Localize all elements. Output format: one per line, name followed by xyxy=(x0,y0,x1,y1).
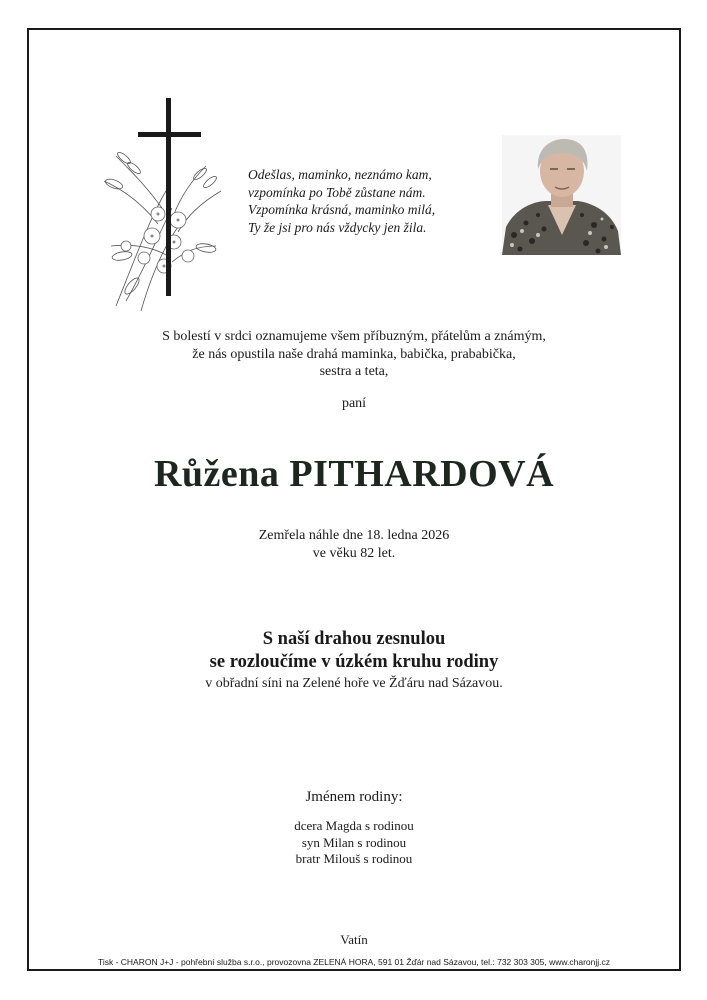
death-date-line: Zemřela náhle dne 18. ledna 2026 xyxy=(258,528,450,543)
poem-line: Odešlas, maminko, neznámo kam, xyxy=(248,167,432,182)
family-member: bratr Milouš s rodinou xyxy=(295,851,413,866)
memorial-poem xyxy=(248,166,498,236)
poem-line: Ty že jsi pro nás vždycky jen žila. xyxy=(248,219,427,235)
printer-footer: Tisk - CHARON J+J - pohřební služba s.r.o., provozovna ZELENÁ HORA, 591 01 Žďár nad Sázavou, tel.: 732 303 305, www.charonjj.cz xyxy=(97,957,611,967)
family-list xyxy=(27,818,681,868)
family-title: Jménem rodiny: xyxy=(305,789,403,805)
honorific: paní xyxy=(341,396,367,411)
farewell-line: se rozloučíme v úzkém kruhu rodiny xyxy=(209,652,499,672)
family-member: syn Milan s rodinou xyxy=(301,834,407,850)
ceremony-venue: v obřadní síni na Zelené hoře ve Žďáru nad Sázavou. xyxy=(205,676,503,691)
deceased-name: Růžena PITHARDOVÁ xyxy=(153,453,555,495)
age-line: ve věku 82 let. xyxy=(312,545,396,561)
announcement-line: že nás opustila naše drahá maminka, babička, prababička, xyxy=(192,346,516,362)
announcement-line: S bolestí v srdci oznamujeme všem příbuzným, přátelům a známým, xyxy=(162,329,546,344)
cross-flowers-icon xyxy=(96,96,236,318)
portrait-photo xyxy=(502,135,621,255)
death-details xyxy=(27,527,681,562)
farewell-heading xyxy=(27,628,681,674)
family-member: dcera Magda s rodinou xyxy=(294,818,414,833)
village-name: Vatín xyxy=(340,932,368,947)
announcement-line: sestra a teta, xyxy=(319,364,389,379)
farewell-line: S naší drahou zesnulou xyxy=(262,629,446,649)
poem-line: Vzpomínka krásná, maminko milá, xyxy=(248,202,436,217)
poem-line: vzpomínka po Tobě zůstane nám. xyxy=(248,184,426,200)
announcement-text xyxy=(27,328,681,381)
